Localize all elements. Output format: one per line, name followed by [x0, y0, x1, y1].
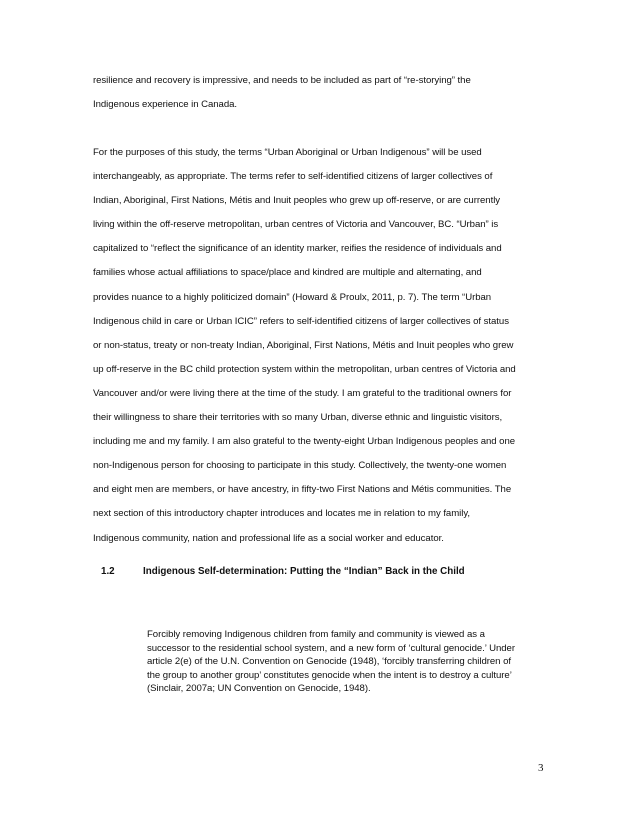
quote-line: article 2(e) of the U.N. Convention on Genocide (1948), ‘forcibly transferring children of — [147, 656, 511, 668]
quote-line: (Sinclair, 2007a; UN Convention on Genocide, 1948). — [147, 683, 371, 695]
paragraph-continuation — [93, 69, 553, 117]
text-line: resilience and recovery is impressive, and needs to be included as part of “re-storying” the — [93, 75, 471, 86]
text-line: provides nuance to a highly politicized domain” (Howard & Proulx, 2011, p. 7). The term “Urban — [93, 291, 492, 303]
text-line: interchangeably, as appropriate. The terms refer to self-identified citizens of larger collectives of — [93, 171, 493, 183]
page-number: 3 — [538, 762, 544, 774]
text-line: up off-reserve in the BC child protection system within the metropolitan, urban centres of Victoria and — [93, 363, 516, 375]
text-line: non-Indigenous person for choosing to participate in this study. Collectively, the twenty-one women — [93, 460, 507, 472]
text-line: next section of this introductory chapter introduces and locates me in relation to my family, — [93, 508, 470, 520]
text-line: Indian, Aboriginal, First Nations, Métis and Inuit peoples who grew up off-reserve, or are currently — [93, 195, 501, 207]
quote-line: successor to the residential school system, and a new form of ‘cultural genocide.’ Under — [147, 642, 515, 654]
text-line: and eight men are members, or have ancestry, in fifty-two First Nations and Métis communities. The — [93, 484, 512, 496]
section-number: 1.2 — [101, 566, 115, 577]
text-line: Indigenous child in care or Urban ICIC” refers to self-identified citizens of larger collectives of status — [93, 315, 509, 327]
text-line: Indigenous community, nation and professional life as a social worker and educator. — [93, 532, 444, 544]
paragraph-terms-definition — [93, 141, 553, 551]
section-title: Indigenous Self-determination: Putting the “Indian” Back in the Child — [143, 566, 465, 577]
quote-line: the group to another group’ constitutes genocide when the intent is to destroy a culture’ — [147, 669, 512, 681]
text-line: or non-status, treaty or non-treaty Indian, Aboriginal, First Nations, Métis and Inuit peoples who grew — [93, 339, 514, 351]
text-line: capitalized to “reflect the significance of an identity marker, reifies the residence of individuals and — [93, 243, 502, 255]
section-heading — [101, 566, 465, 577]
text-line: Indigenous experience in Canada. — [93, 99, 238, 111]
text-line: Vancouver and/or were living there at the time of the study. I am grateful to the traditional owners for — [93, 387, 512, 399]
text-line: their willingness to share their territories with so many Urban, diverse ethnic and linguistic visitors, — [93, 412, 503, 424]
text-line: For the purposes of this study, the terms “Urban Aboriginal or Urban Indigenous” will be used — [93, 147, 482, 158]
text-line: living within the off-reserve metropolitan, urban centres of Victoria and Vancouver, BC. “Urban” is — [93, 219, 499, 231]
quote-line: Forcibly removing Indigenous children from family and community is viewed as a — [147, 629, 485, 640]
text-line: including me and my family. I am also grateful to the twenty-eight Urban Indigenous peoples and one — [93, 436, 516, 448]
block-quote — [147, 628, 547, 696]
text-line: families whose actual affiliations to space/place and kindred are multiple and alternating, and — [93, 267, 482, 279]
